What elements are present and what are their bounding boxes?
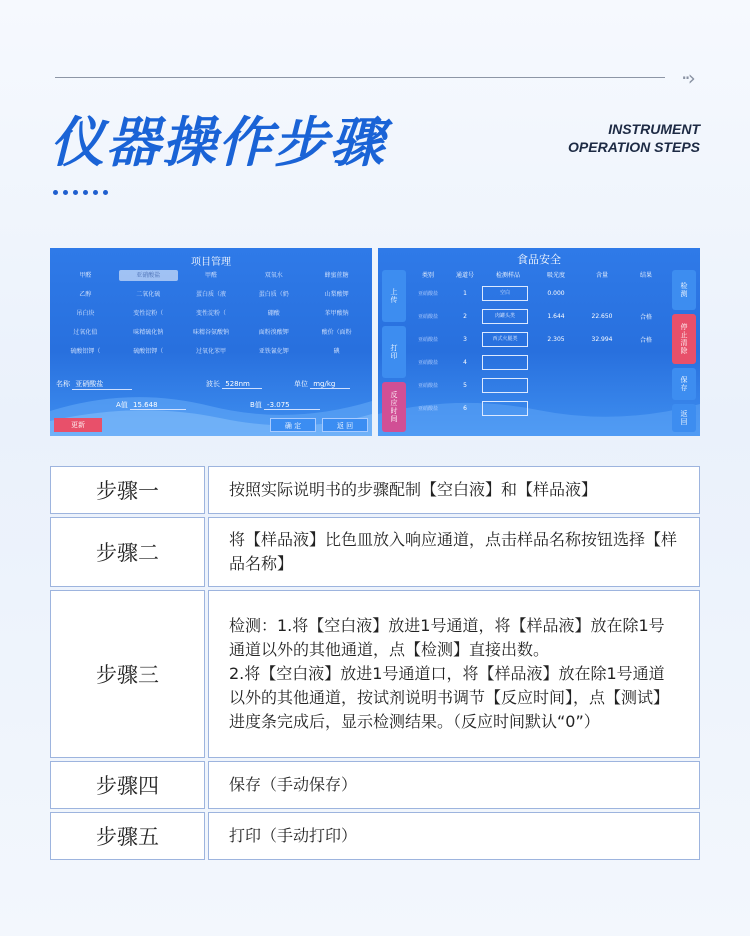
project-item[interactable]: 苯甲酸钠 [324, 310, 349, 317]
sample-select[interactable]: 肉罐头类 [482, 309, 528, 324]
channel-row [408, 398, 670, 418]
project-item[interactable]: 酸价（面粉 [321, 329, 352, 336]
update-button[interactable]: 更新 [54, 418, 102, 432]
channel-row [408, 283, 670, 303]
project-item[interactable]: 硫酸铝钾（ [70, 348, 101, 355]
project-item[interactable]: 双氧水 [264, 272, 283, 279]
step-name: 步骤二 [50, 517, 205, 587]
project-item[interactable]: 甲醛 [204, 272, 217, 279]
page-title: 仪器操作步骤 [50, 111, 386, 174]
category-cell: 亚硝酸盐 [417, 313, 438, 320]
print-button[interactable]: 打印 [382, 326, 406, 378]
channel-row [408, 306, 670, 326]
channel-cell: 6 [463, 404, 467, 412]
food-safety-screenshot [378, 248, 700, 436]
project-item[interactable]: 碘 [333, 348, 340, 355]
channel-cell: 2 [463, 312, 467, 320]
project-item[interactable]: 过氧化苯甲 [195, 348, 226, 355]
a-value-field[interactable]: A值 15.648 [116, 400, 186, 410]
sample-select[interactable] [482, 401, 528, 416]
channel-row [408, 352, 670, 372]
unit-field: 单位 mg/kg [294, 379, 350, 389]
project-item[interactable]: 过氧化值 [73, 329, 98, 336]
stop-clear-button[interactable]: 停止清除 [672, 314, 696, 364]
upload-button[interactable]: 上传 [382, 270, 406, 322]
absorbance-cell: 0.000 [547, 289, 565, 297]
double-chevron-right-icon: ··› [681, 66, 693, 90]
project-item[interactable]: 亚硝酸盐 [119, 270, 178, 281]
b-value-field[interactable]: B值 -3.075 [250, 400, 320, 410]
wavelength-field: 波长 528nm [206, 379, 262, 389]
project-item[interactable]: 面粉溴酸钾 [258, 329, 289, 336]
category-cell: 亚硝酸盐 [417, 336, 438, 343]
step-description: 打印（手动打印） [208, 812, 700, 860]
project-item[interactable]: 乙醇 [79, 291, 92, 298]
back-button[interactable]: 返回 [672, 404, 696, 432]
steps-table [50, 466, 700, 863]
category-cell: 亚硝酸盐 [417, 405, 438, 412]
absorbance-cell: 1.644 [547, 312, 565, 320]
english-subtitle-line1: INSTRUMENT [608, 121, 700, 137]
project-item[interactable]: 味精谷氨酸钠 [192, 329, 229, 336]
confirm-button[interactable]: 确 定 [270, 418, 316, 432]
result-cell: 合格 [639, 313, 652, 321]
channel-cell: 5 [463, 381, 467, 389]
channel-cell: 4 [463, 358, 467, 366]
project-item[interactable]: 蛋白质（奶 [258, 291, 289, 298]
step-row [50, 761, 700, 809]
project-item[interactable]: 硼酸 [267, 310, 280, 317]
screen-title: 食品安全 [517, 253, 561, 266]
project-item[interactable]: 蛋白质（液 [195, 291, 226, 298]
step-description: 检测：1.将【空白液】放进1号通道，将【样品液】放在除1号通道以外的其他通道，点【检测】直接出数。 2.将【空白液】放进1号通道口，将【样品液】放在除1号通道以外的其他通道，按试剂说明书调节【反应时间】，点【测试】进度条完成后，显示检测结果。（反应时间默认“0”） [208, 590, 700, 758]
category-cell: 亚硝酸盐 [417, 382, 438, 389]
channel-cell: 1 [463, 289, 467, 297]
top-divider [55, 77, 665, 78]
project-item[interactable]: 山梨酸钾 [324, 291, 349, 298]
project-item[interactable]: 吊白块 [76, 310, 95, 317]
table-header: 类别 通道号 检测样品 吸光度 含量 结果 [421, 272, 652, 279]
name-field[interactable]: 名称 亚硝酸盐 [56, 379, 132, 390]
project-item[interactable]: 硫酸铝钾（ [133, 348, 164, 355]
back-button[interactable]: 返 回 [322, 418, 368, 432]
step-name: 步骤三 [50, 590, 205, 758]
sample-select[interactable]: 西式火腿类 [482, 332, 528, 347]
project-grid [56, 270, 366, 357]
step-description: 将【样品液】比色皿放入响应通道，点击样品名称按钮选择【样品名称】 [208, 517, 700, 587]
detect-button[interactable]: 检测 [672, 270, 696, 310]
screen-title: 项目管理 [191, 257, 231, 268]
project-item[interactable]: 变性淀粉（ [195, 310, 226, 317]
channel-row [408, 329, 670, 349]
project-item[interactable]: 味精硫化钠 [133, 329, 164, 336]
project-item[interactable]: 二氧化硫 [136, 291, 161, 298]
step-description: 保存（手动保存） [208, 761, 700, 809]
step-row [50, 590, 700, 758]
step-name: 步骤一 [50, 466, 205, 514]
absorbance-cell: 2.305 [547, 335, 565, 343]
channel-cell: 3 [463, 335, 467, 343]
project-item[interactable]: 亚铁氰化钾 [258, 348, 289, 355]
content-cell: 32.994 [591, 335, 613, 343]
category-cell: 亚硝酸盐 [417, 359, 438, 366]
save-button[interactable]: 保存 [672, 368, 696, 400]
content-cell: 22.650 [591, 312, 613, 320]
step-description: 按照实际说明书的步骤配制【空白液】和【样品液】 [208, 466, 700, 514]
step-name: 步骤四 [50, 761, 205, 809]
project-item[interactable]: 甲醛 [79, 272, 92, 279]
step-row [50, 812, 700, 860]
project-item[interactable]: 变性淀粉（ [133, 310, 164, 317]
step-row [50, 517, 700, 587]
english-subtitle [568, 120, 700, 156]
result-cell: 合格 [639, 336, 652, 344]
english-subtitle-line2: OPERATION STEPS [568, 139, 700, 155]
reaction-time-button[interactable]: 反应时间 [382, 382, 406, 432]
sample-select[interactable] [482, 355, 528, 370]
channel-row [408, 375, 670, 395]
project-management-screenshot [50, 248, 372, 436]
decorative-dots [53, 190, 108, 195]
project-item[interactable]: 蜂蜜蔗糖 [324, 272, 349, 279]
step-row [50, 466, 700, 514]
sample-select[interactable] [482, 378, 528, 393]
sample-select[interactable]: 空白 [482, 286, 528, 301]
step-name: 步骤五 [50, 812, 205, 860]
category-cell: 亚硝酸盐 [417, 290, 438, 297]
